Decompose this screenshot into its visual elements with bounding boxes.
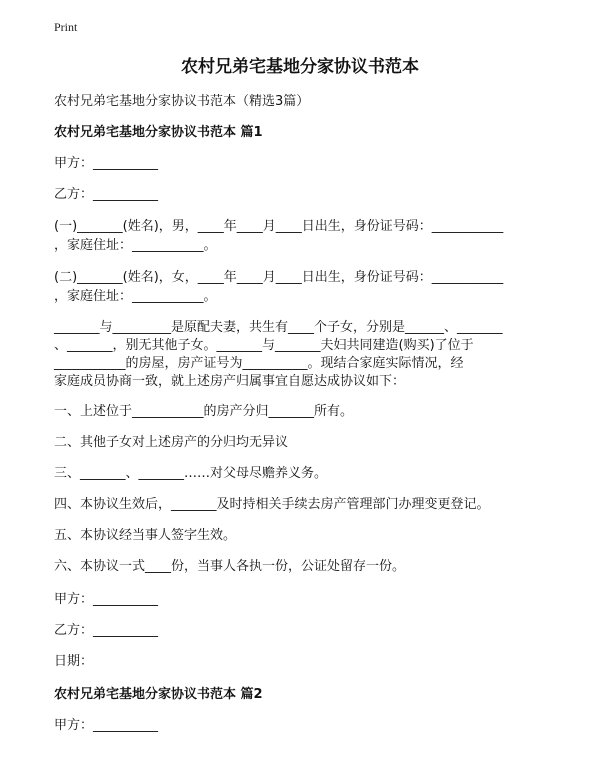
date-line: 日期： (54, 654, 94, 669)
section-heading-1: 农村兄弟宅基地分家协议书范本 篇1 (54, 125, 263, 140)
family-paragraph-line-1: _______与_________是原配夫妻，共生有____个子女，分别是______、_______ (54, 320, 503, 335)
clause-4: 四、本协议生效后，_______及时持相关手续去房产管理部门办理变更登记。 (54, 497, 490, 512)
clause-6: 六、本协议一式____份，当事人各执一份，公证处留存一份。 (54, 559, 406, 574)
family-paragraph-line-2: 、_______，别无其他子女。_______与_______夫妇共同建造(购买)了位于 (54, 338, 474, 353)
family-paragraph-line-3: ___________的房屋，房产证号为__________。现结合家庭实际情况，经 (54, 356, 464, 371)
party-1-info-line-1: (一)_______(姓名)，男，____年____月____日出生，身份证号码：___________ (54, 219, 504, 234)
print-link[interactable]: Print (54, 20, 78, 34)
clause-2: 二、其他子女对上述房产的分归均无异议 (54, 435, 289, 450)
family-paragraph-line-4: 家庭成员协商一致，就上述房产归属事宜自愿达成协议如下： (54, 374, 406, 389)
section-2-party-a-line: 甲方：__________ (54, 718, 159, 733)
party-b-line: 乙方：__________ (54, 187, 159, 202)
party-1-info-line-2: ，家庭住址：___________。 (54, 238, 217, 253)
party-2-info-line-1: (二)_______(姓名)，女，____年____月____日出生，身份证号码：___________ (54, 270, 504, 285)
signature-party-a: 甲方：__________ (54, 592, 159, 607)
document-subtitle: 农村兄弟宅基地分家协议书范本（精选3篇） (54, 94, 310, 109)
document-title: 农村兄弟宅基地分家协议书范本 (181, 57, 419, 77)
section-heading-2: 农村兄弟宅基地分家协议书范本 篇2 (54, 687, 263, 702)
clause-5: 五、本协议经当事人签字生效。 (54, 528, 237, 543)
signature-party-b: 乙方：__________ (54, 623, 159, 638)
party-2-info-line-2: ，家庭住址：___________。 (54, 289, 217, 304)
clause-1: 一、上述位于___________的房产分归_______所有。 (54, 404, 354, 419)
clause-3: 三、_______、_______……对父母尽赡养义务。 (54, 466, 328, 481)
party-a-line: 甲方：__________ (54, 156, 159, 171)
